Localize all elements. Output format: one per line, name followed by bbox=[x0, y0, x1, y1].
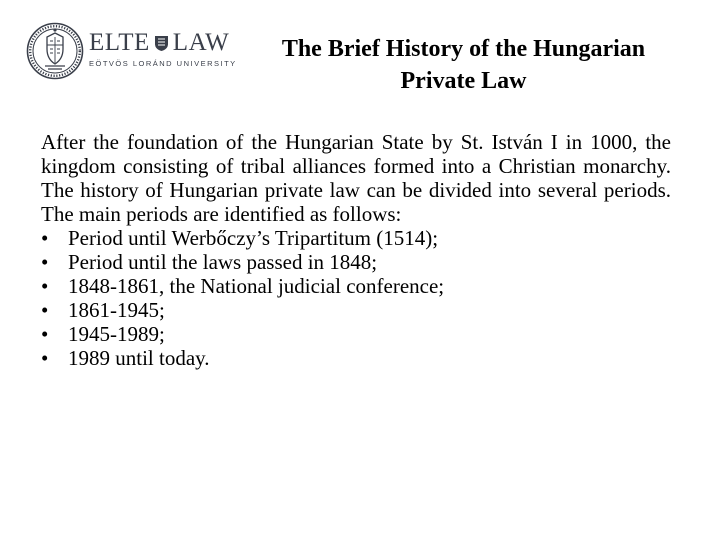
period-text: 1989 until today. bbox=[68, 346, 210, 370]
bullet: • bbox=[41, 226, 49, 250]
list-item bbox=[41, 298, 671, 322]
logo-faculty: LAW bbox=[172, 29, 230, 56]
bullet: • bbox=[41, 298, 49, 322]
university-logo bbox=[26, 22, 237, 80]
list-item bbox=[41, 226, 671, 250]
list-item bbox=[41, 322, 671, 346]
law-faculty-shield-icon bbox=[154, 35, 169, 52]
slide-title bbox=[245, 33, 682, 97]
logo-wordmark bbox=[89, 29, 237, 78]
university-seal-icon bbox=[26, 22, 84, 80]
slide-title-line-1: The Brief History of the Hungarian bbox=[281, 36, 646, 62]
bullet: • bbox=[41, 250, 49, 274]
slide-body bbox=[41, 130, 671, 370]
list-item bbox=[41, 274, 671, 298]
bullet: • bbox=[41, 346, 49, 370]
logo-name: ELTE bbox=[89, 29, 150, 56]
period-text: 1945-1989; bbox=[68, 322, 165, 346]
logo-subtitle: EÖTVÖS LORÁND UNIVERSITY bbox=[89, 59, 237, 68]
list-item bbox=[41, 250, 671, 274]
period-list bbox=[41, 226, 671, 370]
period-text: Period until Werbőczy’s Tripartitum (1514); bbox=[68, 226, 439, 250]
intro-paragraph: After the foundation of the Hungarian State by St. István I in 1000, the kingdom consisting of tribal alliances formed into a Christian monarchy. The history of Hungarian private law can be divided into several periods. The main periods are identified as follows: bbox=[41, 130, 671, 226]
period-text: 1848-1861, the National judicial conference; bbox=[68, 274, 445, 298]
period-text: 1861-1945; bbox=[68, 298, 165, 322]
bullet: • bbox=[41, 322, 49, 346]
period-text: Period until the laws passed in 1848; bbox=[68, 250, 378, 274]
list-item bbox=[41, 346, 671, 370]
slide-title-line-2: Private Law bbox=[400, 68, 527, 94]
bullet: • bbox=[41, 274, 49, 298]
